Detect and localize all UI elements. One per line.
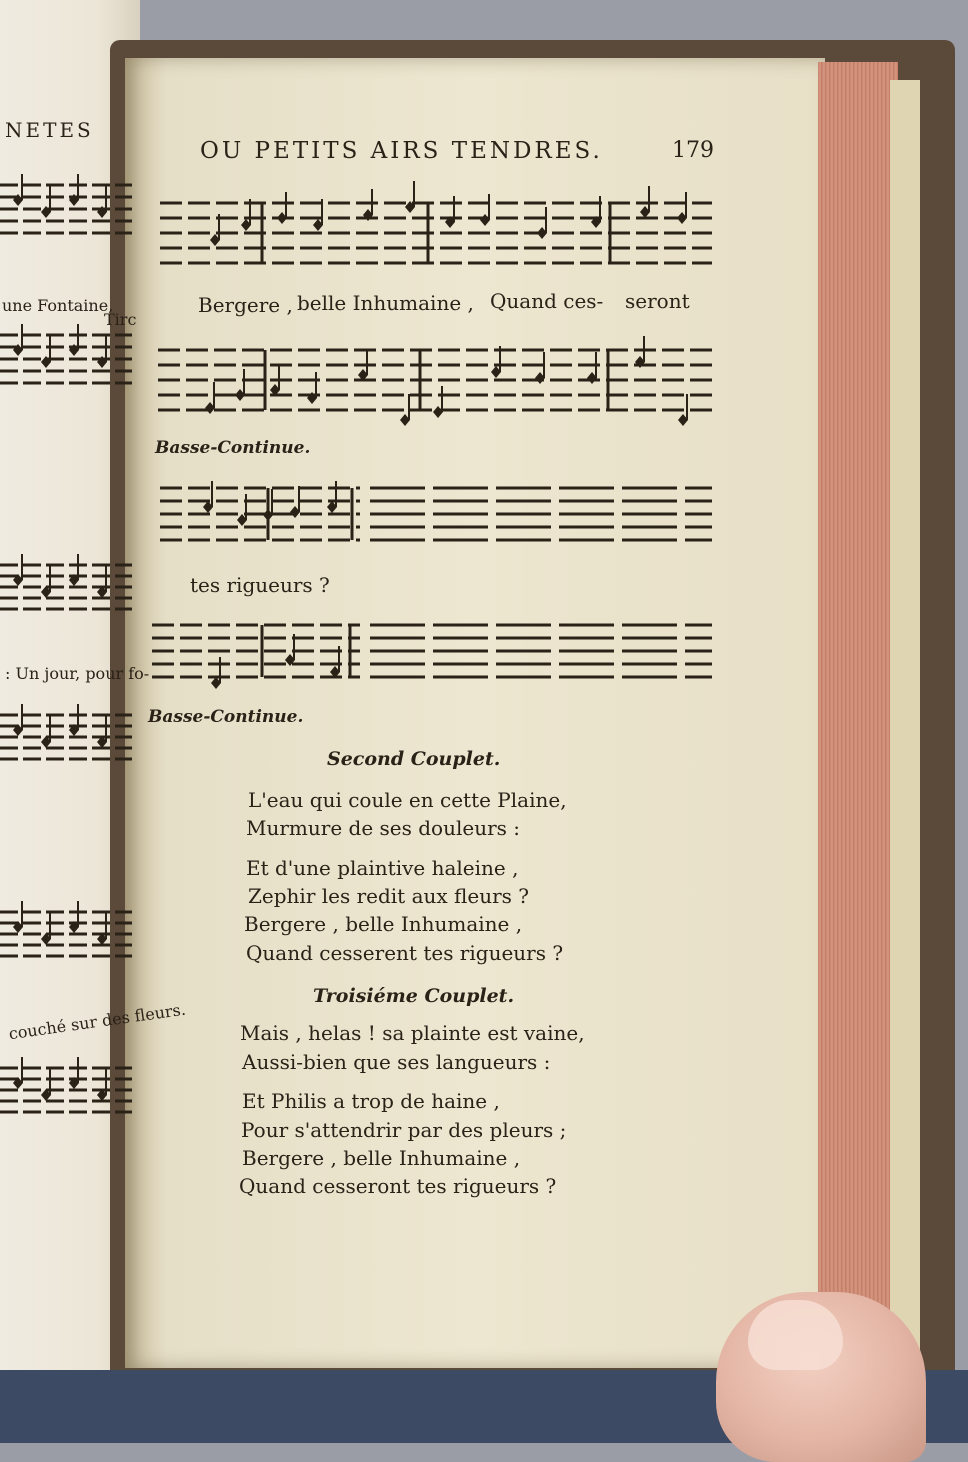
verse-line: Bergere , belle Inhumaine , [244, 912, 523, 936]
lyric-1: Bergere , [198, 293, 293, 317]
verse-line: Mais , helas ! sa plainte est vaine, [240, 1021, 585, 1045]
verse-line: Pour s'attendrir par des pleurs ; [241, 1118, 567, 1142]
left-fragment-2: Tirc [104, 310, 137, 329]
verse-line: Murmure de ses douleurs : [246, 816, 520, 840]
bass-label-1: Basse-Continue. [155, 438, 311, 458]
verse-line: L'eau qui coule en cette Plaine, [248, 788, 567, 812]
verse-line: Bergere , belle Inhumaine , [242, 1146, 521, 1170]
lyric-4: seront [625, 289, 690, 313]
verse-line: Et Philis a trop de haine , [242, 1089, 500, 1113]
lyric-5: tes rigueurs ? [190, 573, 330, 597]
left-fragment-3: : Un jour, pour fo- [5, 664, 150, 683]
verse-line: Et d'une plaintive haleine , [246, 856, 519, 880]
troisieme-couplet-title: Troisiéme Couplet. [313, 985, 515, 1007]
bass-label-2: Basse-Continue. [148, 707, 304, 727]
page-number: 179 [672, 138, 714, 163]
verse-line: Aussi-bien que ses langueurs : [242, 1050, 551, 1074]
left-fragment-1: une Fontaine, [2, 296, 114, 315]
thumbnail-nail [748, 1300, 843, 1370]
lyric-2: belle Inhumaine , [297, 291, 474, 315]
left-running-head: NETES [5, 118, 94, 142]
verse-line: Zephir les redit aux fleurs ? [248, 884, 529, 908]
left-fragment-4: couché sur des fleurs. [7, 999, 187, 1044]
verse-line: Quand cesseront tes rigueurs ? [239, 1174, 557, 1198]
second-couplet-title: Second Couplet. [327, 748, 501, 770]
running-head: OU PETITS AIRS TENDRES. [200, 138, 603, 164]
lyric-3: Quand ces- [490, 289, 604, 313]
verse-line: Quand cesserent tes rigueurs ? [246, 941, 564, 965]
